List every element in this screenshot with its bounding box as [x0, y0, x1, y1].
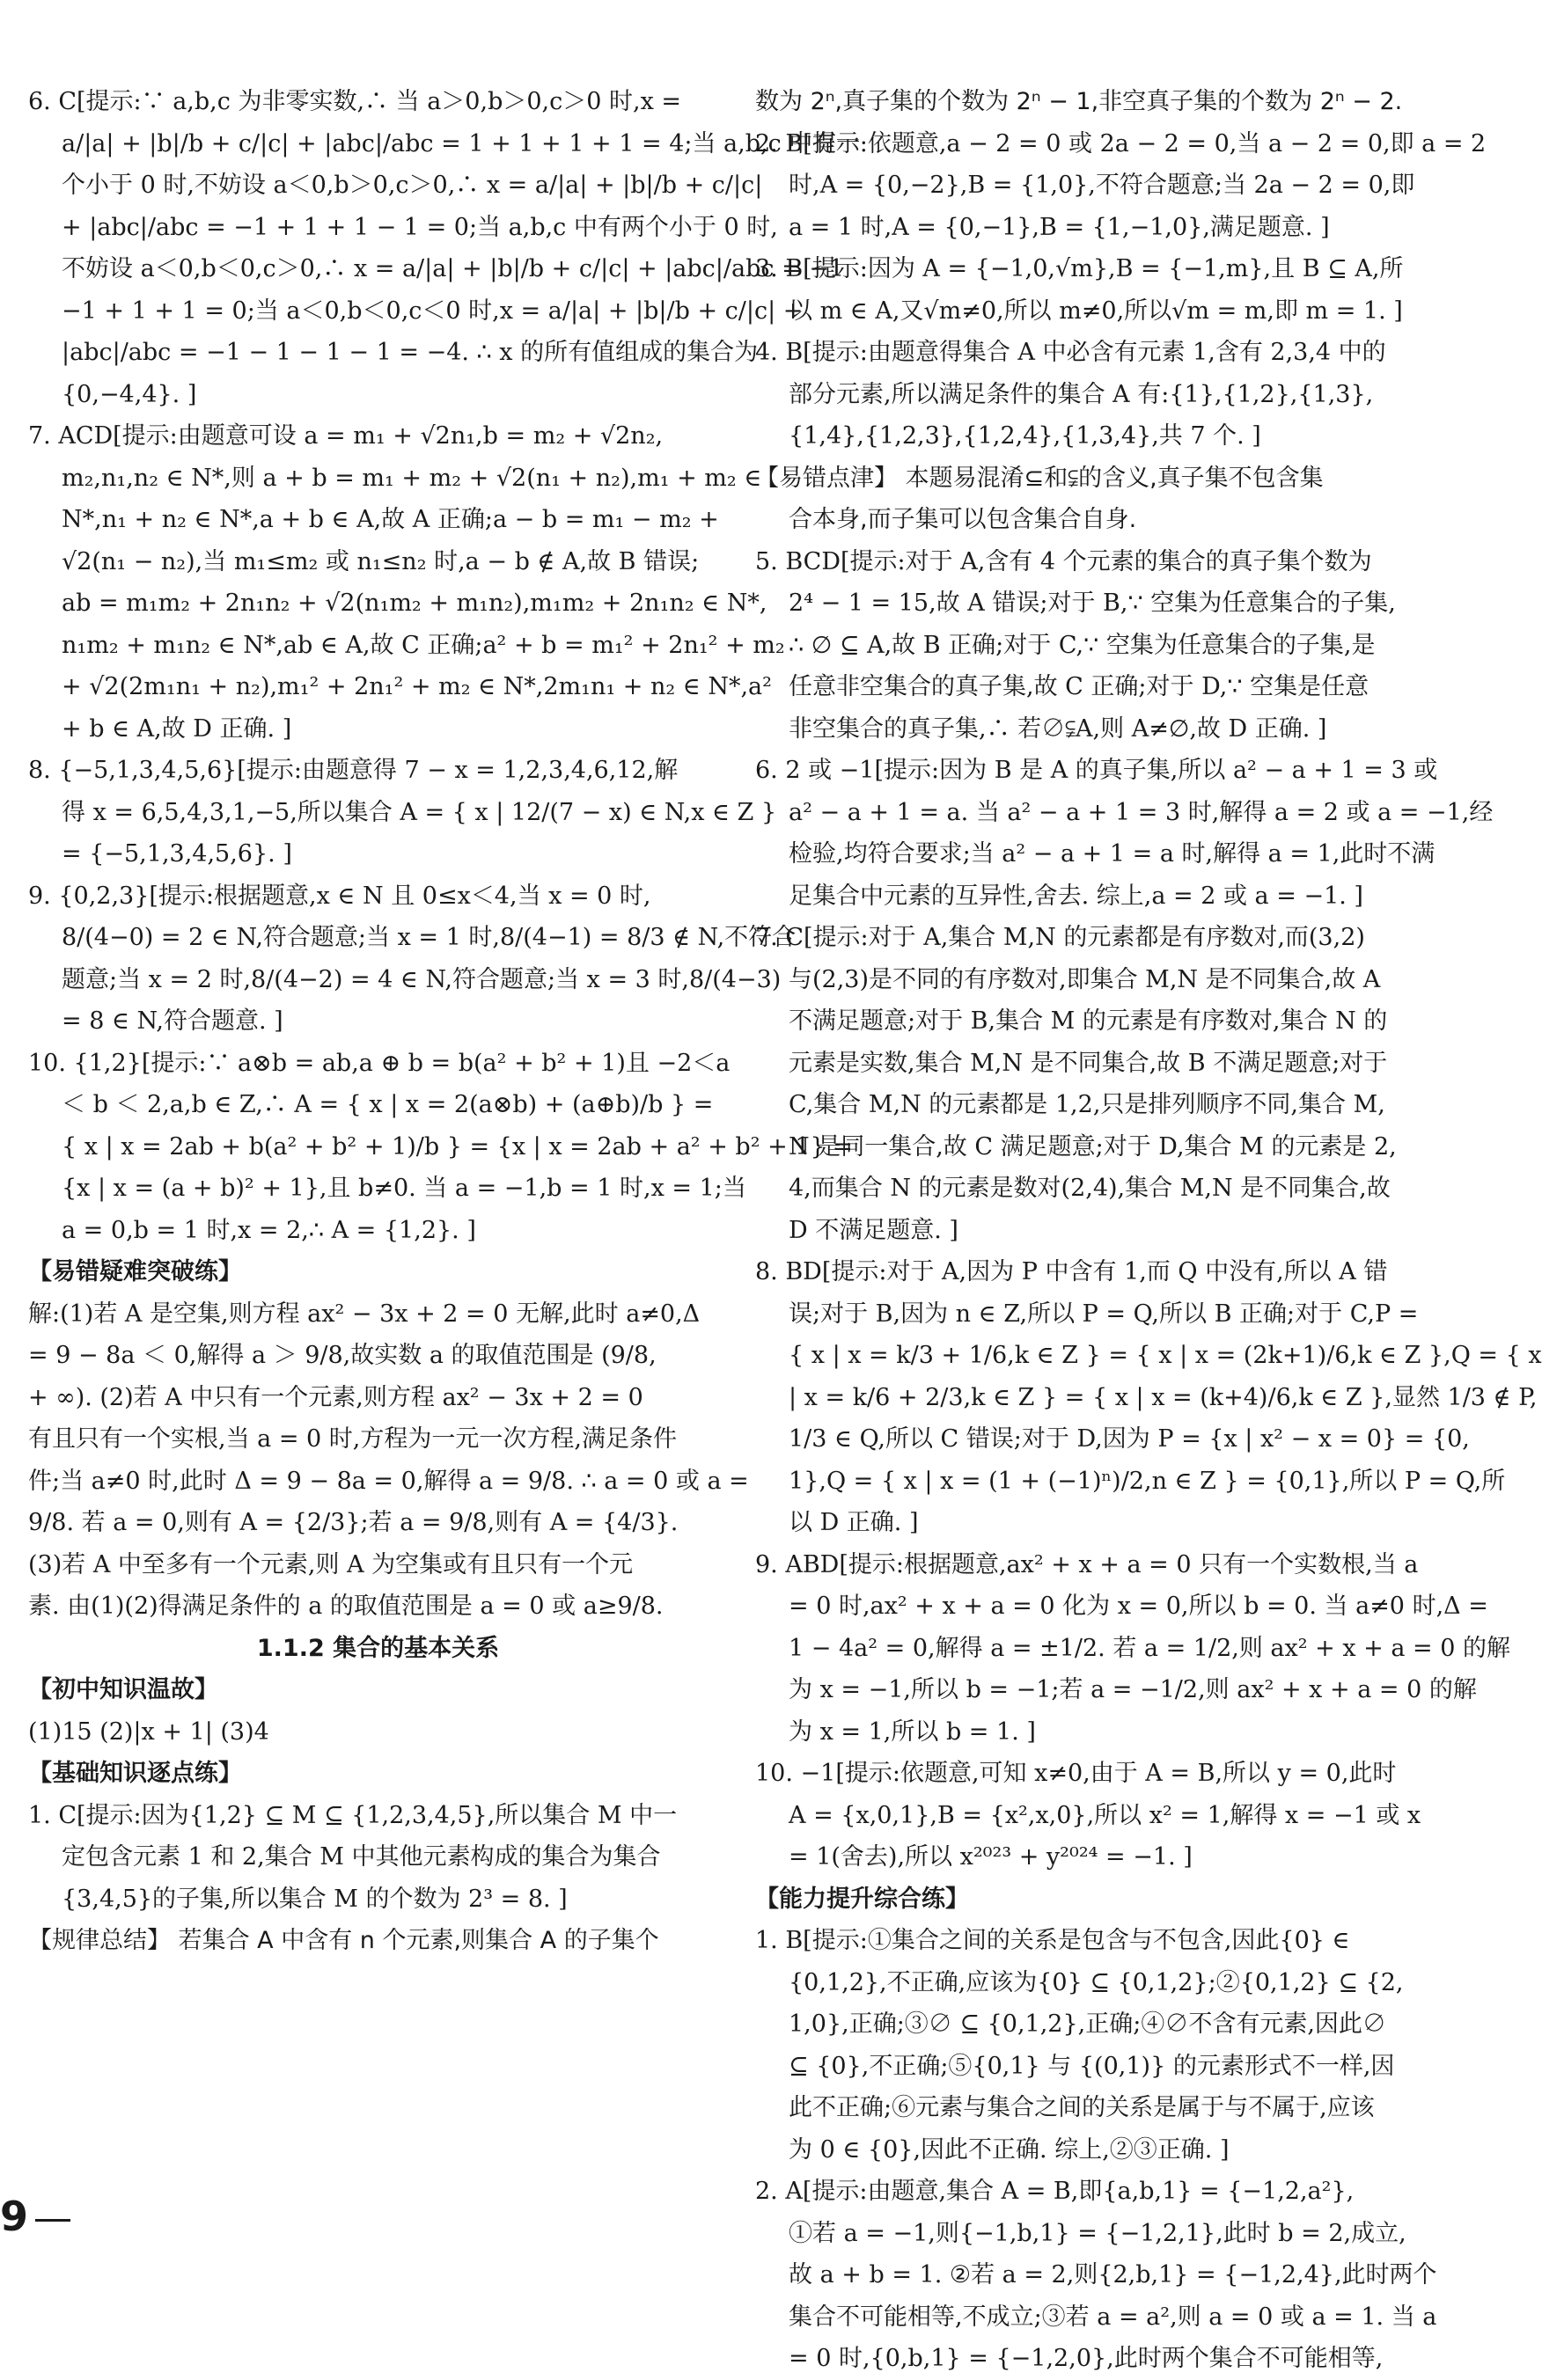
right-text-line: 7. C[提示:对于 A,集合 M,N 的元素都是有序数对,而(3,2)	[755, 924, 1365, 951]
right-text-line: a² − a + 1 = a. 当 a² − a + 1 = 3 时,解得 a = 2 或 a = −1,经	[789, 798, 1494, 826]
right-text-line: = 0 时,{0,b,1} = {−1,2,0},此时两个集合不可能相等,	[789, 2345, 1384, 2372]
right-text-line: 非空集合的真子集,∴ 若∅⫋A,则 A≠∅,故 D 正确. ]	[789, 714, 1327, 743]
right-text-line: C,集合 M,N 的元素都是 1,2,只是排列顺序不同,集合 M,	[789, 1091, 1385, 1118]
left-text-line: 【易错疑难突破练】	[28, 1258, 242, 1285]
right-text-line: 故 a + b = 1. ②若 a = 2,则{2,b,1} = {−1,2,4},此时两个	[789, 2261, 1437, 2288]
right-text-line: 检验,均符合要求;当 a² − a + 1 = a 时,解得 a = 1,此时不满	[789, 840, 1436, 868]
left-text-line: 【初中知识温故】	[28, 1676, 218, 1703]
left-text-line: {0,−4,4}. ]	[62, 380, 197, 408]
left-text-line: (1)15 (2)|x + 1| (3)4	[28, 1717, 269, 1746]
right-text-line: ∴ ∅ ⊆ A,故 B 正确;对于 C,∵ 空集为任意集合的子集,是	[789, 631, 1376, 659]
right-text-line: = 0 时,ax² + x + a = 0 化为 x = 0,所以 b = 0. 当 a≠0 时,Δ =	[789, 1593, 1488, 1620]
right-text-line: 9. ABD[提示:根据题意,ax² + x + a = 0 只有一个实数根,当 a	[755, 1550, 1419, 1578]
left-text-line: 7. ACD[提示:由题意可设 a = m₁ + √2n₁,b = m₂ + √2n₂,	[28, 422, 664, 450]
left-text-line: ＜ b ＜ 2,a,b ∈ Z,∴ A = { x | x = 2(a⊗b) + (a⊕b)/b } =	[62, 1091, 714, 1118]
left-text-line: 解:(1)若 A 是空集,则方程 ax² − 3x + 2 = 0 无解,此时 a≠0,Δ	[28, 1300, 701, 1328]
left-text-line: 不妨设 a＜0,b＜0,c＞0,∴ x = a/|a| + |b|/b + c/|c| + |abc|/abc = −1	[62, 255, 845, 282]
right-text-line: 1. B[提示:①集合之间的关系是包含与不包含,因此{0} ∈	[755, 1927, 1350, 1954]
left-text-line: + |abc|/abc = −1 + 1 + 1 − 1 = 0;当 a,b,c 中有两个小于 0 时,	[62, 213, 778, 241]
left-text-line: = {−5,1,3,4,5,6}. ]	[62, 840, 292, 868]
right-text-line: 合本身,而子集可以包含集合自身.	[789, 506, 1137, 533]
right-text-line: ⊆ {0},不正确;⑤{0,1} 与 {(0,1)} 的元素形式不一样,因	[789, 2052, 1395, 2080]
right-text-line: 任意非空集合的真子集,故 C 正确;对于 D,∵ 空集是任意	[789, 673, 1369, 700]
right-text-line: 1,0},正确;③∅ ⊆ {0,1,2},正确;④∅不含有元素,因此∅	[789, 2010, 1386, 2038]
right-text-line: {0,1,2},不正确,应该为{0} ⊆ {0,1,2};②{0,1,2} ⊆ {2,	[789, 1968, 1404, 1996]
left-text-line: { x | x = 2ab + b(a² + b² + 1)/b } = {x | x = 2ab + a² + b² + 1} =	[62, 1132, 853, 1161]
left-text-line: + b ∈ A,故 D 正确. ]	[62, 714, 292, 743]
left-text-line: 6. C[提示:∵ a,b,c 为非零实数,∴ 当 a＞0,b＞0,c＞0 时,x =	[28, 88, 682, 115]
left-text-line: 定包含元素 1 和 2,集合 M 中其他元素构成的集合为集合	[62, 1843, 661, 1871]
left-text-line: 得 x = 6,5,4,3,1,−5,所以集合 A = { x | 12/(7 − x) ∈ N,x ∈ Z }	[62, 798, 777, 826]
right-text-line: 以 m ∈ A,又√m≠0,所以 m≠0,所以√m = m,即 m = 1. ]	[789, 297, 1403, 325]
left-text-line: ab = m₁m₂ + 2n₁n₂ + √2(n₁m₂ + m₁n₂),m₁m₂ + 2n₁n₂ ∈ N*,	[62, 590, 767, 617]
left-text-line: {x | x = (a + b)² + 1},且 b≠0. 当 a = −1,b = 1 时,x = 1;当	[62, 1175, 746, 1202]
right-text-line: 1 − 4a² = 0,解得 a = ±1/2. 若 a = 1/2,则 ax² + x + a = 0 的解	[789, 1634, 1511, 1662]
right-text-line: 足集合中元素的互异性,舍去. 综上,a = 2 或 a = −1. ]	[789, 882, 1363, 910]
right-text-line: 8. BD[提示:对于 A,因为 P 中含有 1,而 Q 中没有,所以 A 错	[755, 1258, 1388, 1285]
right-text-line: 5. BCD[提示:对于 A,含有 4 个元素的集合的真子集个数为	[755, 547, 1372, 575]
right-text-line: 1},Q = { x | x = (1 + (−1)ⁿ)/2,n ∈ Z } = {0,1},所以 P = Q,所	[789, 1467, 1506, 1495]
right-text-line: 【易错点津】 本题易混淆⊆和⫋的含义,真子集不包含集	[755, 464, 1324, 492]
right-text-line: 2. A[提示:由题意,集合 A = B,即{a,b,1} = {−1,2,a²},	[755, 2178, 1355, 2205]
right-text-line: a = 1 时,A = {0,−1},B = {1,−1,0},满足题意. ]	[789, 213, 1330, 241]
right-text-line: 集合不可能相等,不成立;③若 a = a²,则 a = 0 或 a = 1. 当 a	[789, 2303, 1437, 2331]
right-text-line: 6. 2 或 −1[提示:因为 B 是 A 的真子集,所以 a² − a + 1 = 3 或	[755, 757, 1438, 784]
left-text-line: = 9 − 8a ＜ 0,解得 a ＞ 9/8,故实数 a 的取值范围是 (9/8,	[28, 1342, 657, 1369]
left-text-line: (3)若 A 中至多有一个元素,则 A 为空集或有且只有一个元	[28, 1550, 634, 1578]
right-text-line: 不满足题意;对于 B,集合 M 的元素是有序数对,集合 N 的	[789, 1007, 1388, 1035]
right-text-line: 误;对于 B,因为 n ∈ Z,所以 P = Q,所以 B 正确;对于 C,P =	[789, 1300, 1419, 1328]
left-text-line: |abc|/abc = −1 − 1 − 1 − 1 = −4. ∴ x 的所有值组成的集合为	[62, 339, 759, 366]
left-text-line: m₂,n₁,n₂ ∈ N*,则 a + b = m₁ + m₂ + √2(n₁ + n₂),m₁ + m₂ ∈	[62, 464, 762, 492]
left-text-line: N*,n₁ + n₂ ∈ N*,a + b ∈ A,故 A 正确;a − b = m₁ − m₂ +	[62, 506, 719, 533]
left-text-line: 有且只有一个实根,当 a = 0 时,方程为一元一次方程,满足条件	[28, 1425, 677, 1453]
right-text-line: 时,A = {0,−2},B = {1,0},不符合题意;当 2a − 2 = 0,即	[789, 172, 1415, 199]
right-text-line: 【能力提升综合练】	[755, 1885, 969, 1913]
right-text-line: 1/3 ∈ Q,所以 C 错误;对于 D,因为 P = {x | x² − x = 0} = {0,	[789, 1425, 1470, 1453]
right-text-line: 为 x = −1,所以 b = −1;若 a = −1/2,则 ax² + x + a = 0 的解	[789, 1676, 1477, 1703]
left-text-line: 题意;当 x = 2 时,8/(4−2) = 4 ∈ N,符合题意;当 x = 3 时,8/(4−3)	[62, 965, 782, 993]
left-text-line: 个小于 0 时,不妨设 a＜0,b＞0,c＞0,∴ x = a/|a| + |b|/b + c/|c|	[62, 172, 763, 199]
left-text-line: a = 0,b = 1 时,x = 2,∴ A = {1,2}. ]	[62, 1216, 476, 1244]
left-text-line: 【规律总结】 若集合 A 中含有 n 个元素,则集合 A 的子集个	[28, 1927, 659, 1954]
right-text-line: 与(2,3)是不同的有序数对,即集合 M,N 是不同集合,故 A	[789, 965, 1381, 993]
right-text-line: ①若 a = −1,则{−1,b,1} = {−1,2,1},此时 b = 2,成立,	[789, 2219, 1406, 2247]
right-text-line: {1,4},{1,2,3},{1,2,4},{1,3,4},共 7 个. ]	[789, 422, 1261, 450]
right-text-line: 元素是实数,集合 M,N 是不同集合,故 B 不满足题意;对于	[789, 1049, 1388, 1077]
left-text-line: + ∞). (2)若 A 中只有一个元素,则方程 ax² − 3x + 2 = 0	[28, 1383, 643, 1411]
page-number: 9	[0, 2193, 29, 2240]
left-text-line: 10. {1,2}[提示:∵ a⊗b = ab,a ⊕ b = b(a² + b² + 1)且 −2＜a	[28, 1049, 731, 1077]
right-text-line: = 1(舍去),所以 x²⁰²³ + y²⁰²⁴ = −1. ]	[789, 1843, 1193, 1871]
left-text-line: 1.1.2 集合的基本关系	[256, 1634, 500, 1662]
right-column	[755, 81, 1542, 2372]
right-text-line: 为 0 ∈ {0},因此不正确. 综上,②③正确. ]	[789, 2135, 1230, 2164]
right-text-line: 部分元素,所以满足条件的集合 A 有:{1},{1,2},{1,3},	[789, 380, 1374, 408]
right-text-line: 4. B[提示:由题意得集合 A 中必含有元素 1,含有 2,3,4 中的	[755, 339, 1386, 366]
left-text-line: 9. {0,2,3}[提示:根据题意,x ∈ N 且 0≤x＜4,当 x = 0 时,	[28, 882, 651, 910]
right-text-line: 4,而集合 N 的元素是数对(2,4),集合 M,N 是不同集合,故	[789, 1175, 1391, 1202]
right-text-line: 3. B[提示:因为 A = {−1,0,√m},B = {−1,m},且 B ⊆ A,所	[755, 255, 1404, 282]
left-text-line: √2(n₁ − n₂),当 m₁≤m₂ 或 n₁≤n₂ 时,a − b ∉ A,故 B 错误;	[62, 547, 700, 575]
left-text-line: 8/(4−0) = 2 ∈ N,符合题意;当 x = 1 时,8/(4−1) = 8/3 ∉ N,不符合	[62, 924, 797, 951]
right-text-line: N 是同一集合,故 C 满足题意;对于 D,集合 M 的元素是 2,	[789, 1132, 1397, 1161]
right-text-line: D 不满足题意. ]	[789, 1216, 958, 1244]
right-text-line: { x | x = k/3 + 1/6,k ∈ Z } = { x | x = (2k+1)/6,k ∈ Z },Q = { x	[789, 1342, 1542, 1369]
left-text-line: 【基础知识逐点练】	[28, 1760, 242, 1787]
left-text-line: a/|a| + |b|/b + c/|c| + |abc|/abc = 1 + 1 + 1 + 1 = 4;当 a,b,c 中有一	[62, 129, 861, 157]
right-text-line: 此不正确;⑥元素与集合之间的关系是属于与不属于,应该	[789, 2094, 1375, 2121]
right-text-line: 10. −1[提示:依题意,可知 x≠0,由于 A = B,所以 y = 0,此时	[755, 1760, 1397, 1787]
right-text-line: 2. B[提示:依题意,a − 2 = 0 或 2a − 2 = 0,当 a − 2 = 0,即 a = 2	[755, 129, 1487, 157]
right-text-line: 为 x = 1,所以 b = 1. ]	[789, 1717, 1036, 1746]
left-text-line: 9/8. 若 a = 0,则有 A = {2/3};若 a = 9/8,则有 A = {4/3}.	[28, 1509, 679, 1536]
left-text-line: {3,4,5}的子集,所以集合 M 的个数为 2³ = 8. ]	[62, 1885, 568, 1913]
left-text-line: −1 + 1 + 1 = 0;当 a＜0,b＜0,c＜0 时,x = a/|a| + |b|/b + c/|c| +	[62, 297, 804, 325]
right-text-line: | x = k/6 + 2/3,k ∈ Z } = { x | x = (k+4)/6,k ∈ Z },显然 1/3 ∉ P,	[789, 1383, 1538, 1411]
left-text-line: n₁m₂ + m₁n₂ ∈ N*,ab ∈ A,故 C 正确;a² + b = m₁² + 2n₁² + m₂	[62, 631, 785, 659]
left-text-line: = 8 ∈ N,符合题意. ]	[62, 1007, 283, 1035]
right-text-line: 以 D 正确. ]	[789, 1509, 919, 1536]
right-text-line: 数为 2ⁿ,真子集的个数为 2ⁿ − 1,非空真子集的个数为 2ⁿ − 2.	[755, 88, 1403, 115]
right-text-line: A = {x,0,1},B = {x²,x,0},所以 x² = 1,解得 x = −1 或 x	[789, 1801, 1421, 1829]
left-text-line: 8. {−5,1,3,4,5,6}[提示:由题意得 7 − x = 1,2,3,4,6,12,解	[28, 757, 679, 784]
left-text-line: 素. 由(1)(2)得满足条件的 a 的取值范围是 a = 0 或 a≥9/8.	[28, 1593, 664, 1620]
left-text-line: + √2(2m₁n₁ + n₂),m₁² + 2n₁² + m₂ ∈ N*,2m₁n₁ + n₂ ∈ N*,a²	[62, 673, 772, 700]
page-number-dash	[35, 2219, 70, 2222]
left-text-line: 件;当 a≠0 时,此时 Δ = 9 − 8a = 0,解得 a = 9/8. ∴ a = 0 或 a =	[28, 1467, 749, 1495]
left-text-line: 1. C[提示:因为{1,2} ⊆ M ⊆ {1,2,3,4,5},所以集合 M 中一	[28, 1801, 678, 1829]
right-text-line: 2⁴ − 1 = 15,故 A 错误;对于 B,∵ 空集为任意集合的子集,	[789, 590, 1396, 617]
